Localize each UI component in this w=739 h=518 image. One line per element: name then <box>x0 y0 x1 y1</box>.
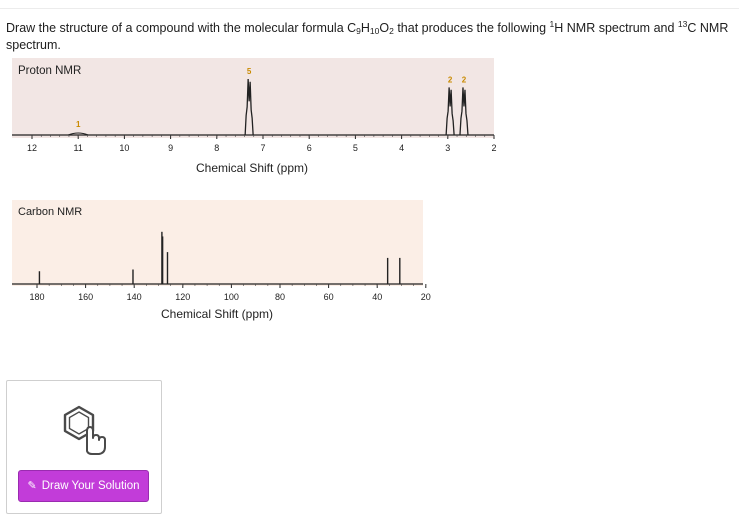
carbon-tick-label: 60 <box>323 292 334 302</box>
carbon-nmr-chart <box>12 200 431 324</box>
proton-tick-label: 12 <box>26 143 38 153</box>
proton-tick-label: 4 <box>399 143 405 153</box>
carbon-tick-label: 80 <box>274 292 286 302</box>
proton-nmr-chart <box>12 58 496 178</box>
proton-tick-label: 2 <box>491 143 497 153</box>
proton-x-axis-label: Chemical Shift (ppm) <box>195 161 309 175</box>
carbon-tick-label: 160 <box>78 292 94 302</box>
proton-peak-label: 2 <box>447 75 453 85</box>
proton-tick-label: 9 <box>168 143 174 153</box>
draw-your-solution-button[interactable] <box>18 470 149 502</box>
proton-tick-label: 10 <box>119 143 130 153</box>
molecule-draw-icon <box>57 401 113 457</box>
carbon-x-axis-label: Chemical Shift (ppm) <box>160 307 274 321</box>
proton-nmr-svg <box>12 58 496 178</box>
draw-solution-card <box>6 380 162 514</box>
carbon-tick-label: 20 <box>420 292 431 302</box>
proton-tick-label: 5 <box>352 143 358 153</box>
carbon-tick-label: 140 <box>126 292 142 302</box>
proton-tick-label: 11 <box>73 143 83 153</box>
pencil-icon: ✎ <box>27 479 37 492</box>
proton-tick-label: 3 <box>445 143 451 153</box>
carbon-tick-label: 40 <box>372 292 383 302</box>
proton-peak-label: 1 <box>75 120 81 129</box>
carbon-tick-label: 100 <box>223 292 239 302</box>
carbon-nmr-svg <box>12 200 431 324</box>
proton-peak-label: 5 <box>246 67 252 76</box>
proton-tick-label: 7 <box>260 143 266 153</box>
carbon-tick-label: 180 <box>29 292 45 302</box>
question-text: Draw the structure of a compound with the molecular formula $C_9H_{10}O_2$ that produces the following $^1$H NMR spectrum and $^{13}$C NMR spectrum. <box>6 19 729 52</box>
carbon-chart-title: Carbon NMR <box>18 206 83 218</box>
proton-tick-label: 8 <box>214 143 220 153</box>
draw-button-label: Draw Your Solution <box>41 480 140 492</box>
carbon-tick-label: 120 <box>175 292 191 302</box>
proton-tick-label: 6 <box>306 143 312 153</box>
proton-chart-title: Proton NMR <box>18 65 82 77</box>
proton-peak-label: 2 <box>461 75 467 85</box>
top-divider <box>0 8 739 9</box>
